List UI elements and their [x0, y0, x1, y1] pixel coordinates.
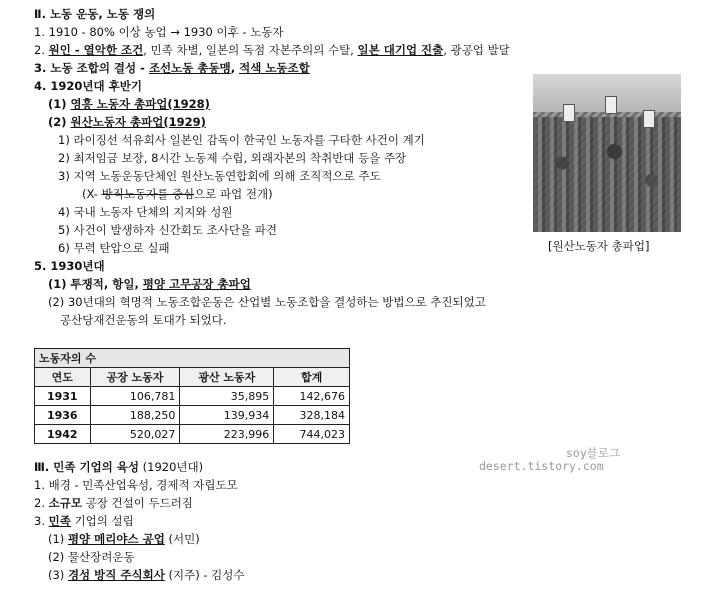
line-3-3-1-number: (1) [48, 532, 68, 546]
header-total: 합계 [274, 368, 350, 387]
cell-total: 328,184 [274, 406, 350, 425]
photo-crowd [533, 117, 681, 232]
watermark-url: desert.tistory.com [479, 459, 604, 473]
line-2-5-1 [48, 276, 251, 292]
cell-year: 1931 [35, 387, 91, 406]
wonsan-note-strike: 방직노동자를 중심 [101, 187, 195, 201]
line-2-3 [34, 60, 310, 76]
line-3-3-1-b: (서민) [164, 532, 200, 546]
line-2-3-union-b: 적색 노동조합 [239, 61, 310, 75]
line-3-3-3-number: (3) [48, 568, 68, 582]
wonsan-item-4: 4) 국내 노동자 단체의 지지와 성원 [58, 205, 233, 219]
line-2-4: 4. 1920년대 후반기 [34, 79, 142, 93]
watermark-blog-name: soy블로그 [566, 446, 621, 460]
table-row [35, 387, 350, 406]
line-3-2 [34, 495, 193, 511]
wonsan-item-3: 3) 지역 노동운동단체인 원산노동연합회에 의해 조직적으로 주도 [58, 169, 381, 183]
line-2-2-japan: 일본 대기업 진출 [357, 43, 444, 57]
line-2-5-2a: (2) 30년대의 혁명적 노동조합운동은 산업별 노동조합을 결성하는 방법으로 추진되었고 [48, 295, 486, 309]
cell-factory: 520,027 [90, 425, 180, 444]
wonsan-item-1: 1) 라이징선 석유회사 일본인 감독이 한국인 노동자를 구타한 사건이 계기 [58, 133, 425, 147]
table-row [35, 425, 350, 444]
wonsan-note-post: 으로 파업 전개) [194, 187, 273, 201]
cell-total: 142,676 [274, 387, 350, 406]
header-mine: 광산 노동자 [180, 368, 274, 387]
cell-year: 1936 [35, 406, 91, 425]
section-3-title-main: Ⅲ. 민족 기업의 육성 [34, 460, 140, 474]
wonsan-note-pre: (X- [82, 187, 102, 201]
line-2-5: 5. 1930년대 [34, 259, 105, 273]
section-3-title [34, 459, 203, 475]
line-2-4-2-number: (2) [48, 115, 71, 129]
strike-photo [533, 74, 681, 232]
cell-mine: 223,996 [180, 425, 274, 444]
cell-total: 744,023 [274, 425, 350, 444]
line-3-3 [34, 513, 134, 529]
line-2-3-union-a: 조선노동 총동맹 [148, 61, 231, 75]
line-2-2-end: , 광공업 발달 [443, 43, 510, 57]
table-title-row [35, 349, 350, 368]
line-2-5-1-a: 투쟁적, 항일, [70, 277, 143, 291]
worker-count-table [34, 348, 350, 444]
photo-flag [643, 110, 655, 128]
line-2-2-cause: 원인 - 열악한 조건 [48, 43, 144, 57]
line-3-3-3 [48, 567, 244, 583]
line-3-3-number: 3. [34, 514, 49, 528]
photo-flag [605, 96, 617, 114]
line-2-4-2-text: 원산노동자 총파업(1929) [70, 115, 206, 129]
line-2-5-1-b: 평양 고무공장 총파업 [142, 277, 251, 291]
photo-flag [563, 104, 575, 122]
section-3-title-period: (1920년대) [139, 460, 204, 474]
line-3-1: 1. 배경 - 민족산업육성, 경제적 자립도모 [34, 478, 238, 492]
line-2-5-1-number: (1) [48, 277, 71, 291]
photo-caption: [원산노동자 총파업] [548, 239, 650, 253]
line-3-3-3-b: (지주) - 김성수 [164, 568, 245, 582]
line-2-2-number: 2. [34, 43, 49, 57]
line-3-3-b: 기업의 설립 [70, 514, 134, 528]
cell-factory: 106,781 [90, 387, 180, 406]
table-title: 노동자의 수 [35, 349, 350, 368]
cell-year: 1942 [35, 425, 91, 444]
section-2-title: Ⅱ. 노동 운동, 노동 쟁의 [34, 7, 156, 21]
line-2-5-2b: 공산당재건운동의 토대가 되었다. [60, 313, 227, 327]
line-3-3-1 [48, 531, 200, 547]
line-2-2-middle: , 민족 차별, 일본의 독점 자본주의의 수탈, [143, 43, 358, 57]
wonsan-item-2: 2) 최저임금 보장, 8시간 노동제 수립, 외래자본의 착취반대 등을 주장 [58, 151, 407, 165]
line-2-1: 1. 1910 - 80% 이상 농업 → 1930 이후 - 노동자 [34, 25, 284, 39]
line-2-3-number: 3. 노동 조합의 결성 - [34, 61, 149, 75]
cell-factory: 188,250 [90, 406, 180, 425]
line-3-2-a: 소규모 [48, 496, 82, 510]
header-factory: 공장 노동자 [90, 368, 180, 387]
wonsan-note [82, 186, 273, 202]
line-2-4-1 [48, 96, 210, 112]
header-year: 연도 [35, 368, 91, 387]
line-3-2-b: 공장 건설이 두드러짐 [81, 496, 193, 510]
line-3-3-a: 민족 [48, 514, 71, 528]
line-2-4-2 [48, 114, 206, 130]
wonsan-item-6: 6) 무력 탄압으로 실패 [58, 241, 170, 255]
line-3-2-number: 2. [34, 496, 49, 510]
line-2-2 [34, 42, 510, 58]
line-2-3-sep: , [230, 61, 240, 75]
cell-mine: 139,934 [180, 406, 274, 425]
cell-mine: 35,895 [180, 387, 274, 406]
line-2-4-1-number: (1) [48, 97, 71, 111]
line-3-3-1-a: 평양 메리야스 공업 [67, 532, 165, 546]
table-header-row [35, 368, 350, 387]
wonsan-item-5: 5) 사건이 발생하자 신간회도 조사단을 파견 [58, 223, 277, 237]
line-3-3-2: (2) 물산장려운동 [48, 550, 135, 564]
line-2-4-1-text: 영흥 노동자 총파업(1928) [70, 97, 210, 111]
table-row [35, 406, 350, 425]
line-3-3-3-a: 경성 방직 주식회사 [67, 568, 165, 582]
